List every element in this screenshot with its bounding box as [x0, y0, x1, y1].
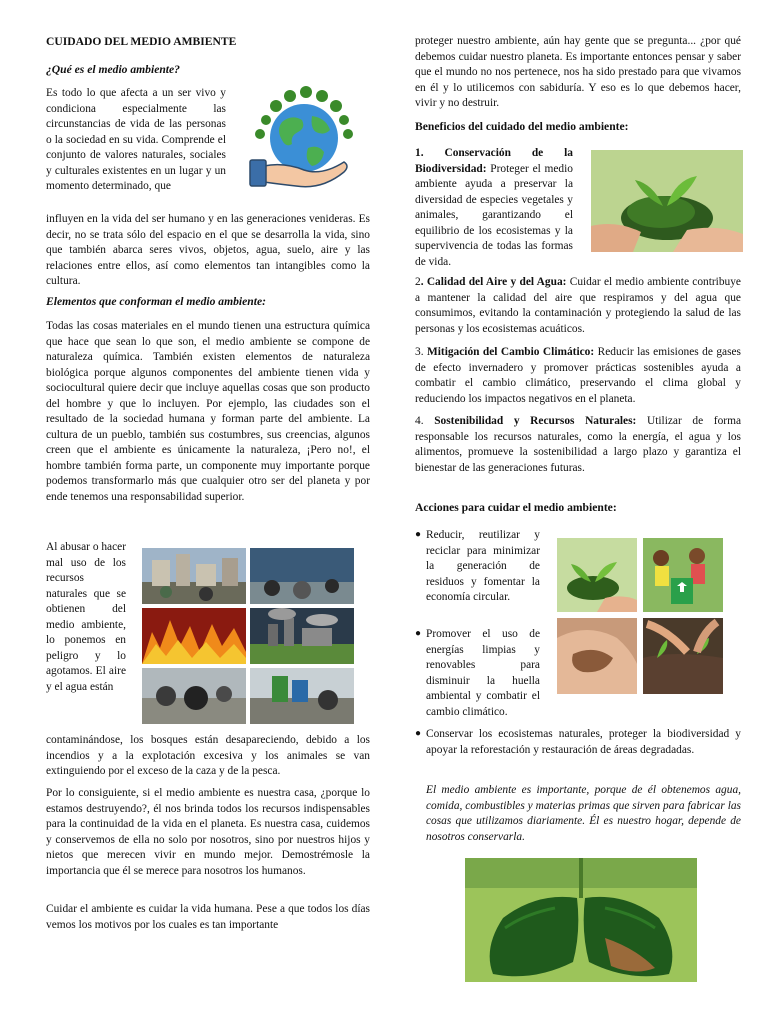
page-title: CUIDADO DEL MEDIO AMBIENTE — [46, 35, 237, 48]
bullet-icon: ● — [415, 728, 422, 739]
elements-paragraph: Todas las cosas materiales en el mundo tienen una estructura química que hace que sean lo que son, el medio ambiente se compone de naturaleza química. También existen elementos de naturaleza biológica porque algunos componentes del ambiente tienen vida y sociocultural quiere decir que incluye aquellas cosas que son producto del hombre y que lo incluyen. Por ejemplo, las ciudades son el resultado de la sociedad humana y forman parte del ambiente. La cultura de un pueblo, también sus costumbres, sus creencias, algunos creen que el ambiente es únicamente la naturaleza, ¡Pero no!, el hombre también forma parte, un componente muy importante porque podemos transformarlo más que cualquier otro ser del planeta y por ende tenemos una responsabilidad superior. — [46, 320, 370, 503]
forest-lungs-aerial-image — [465, 858, 697, 982]
benefit-sustainability-title: Sostenibilidad y Recursos Naturales: — [434, 415, 637, 427]
action-item-recycle: ● Reducir, reutilizar y reciclar para minimizar la generación de residuos y fomentar la economía circular. — [415, 529, 540, 603]
benefit-sustainability-text: Utilizar de forma responsable los recursos naturales, como la energía, el agua y los alimentos, promueve la sostenibilidad a largo plazo y garantiza el bienestar de las generaciones futuras. — [415, 415, 741, 474]
pollution-collage-image — [142, 548, 354, 724]
globe-in-hand-illustration — [246, 86, 358, 190]
bullet-icon: ● — [415, 628, 422, 639]
abuse-paragraph-continued: contaminándose, los bosques están desapareciendo, debido a los incendios y a la explotación excesiva y los animales se van extinguiendo por el exceso de la caza y de la pesca. — [46, 734, 370, 777]
section-heading-what-is: ¿Qué es el medio ambiente? — [46, 63, 180, 76]
benefit-climate: 3. Mitigación del Cambio Climático: Reducir las emisiones de gases de efecto invernadero y promover prácticas sostenibles ayuda a combatir el cambio climático, preservando el clima global y reduciendo los impactos negativos en el planeta. — [415, 346, 741, 405]
benefit-air-water-title: . Calidad del Aire y del Agua: — [420, 276, 567, 288]
benefit-biodiversity-text: Proteger el medio ambiente ayuda a preservar la diversidad de especies vegetales y animales, garantizando el equilibrio de los ecosistemas y la supervivencia de todas las formas de vida. — [415, 162, 573, 268]
benefit-biodiversity-title: 1. Conservación de la Biodiversidad: — [415, 147, 573, 175]
benefit-air-water-text: Cuidar el medio ambiente contribuye a mantener la calidad del aire que respiramos y del agua que consumimos, evitando la contaminación y protegiendo la salud de las personas y los ecosistemas acuáticos. — [415, 276, 741, 335]
benefit-climate-text: Reducir las emisiones de gases de efecto invernadero y promover prácticas sostenibles ayuda a combatir el cambio climático, preservando el clima global y reduciendo los impactos negativos en el planeta. — [415, 346, 741, 405]
benefit-sustainability: 4. Sostenibilidad y Recursos Naturales: Utilizar de forma responsable los recursos naturales, como la energía, el agua y los alimentos, promueve la sostenibilidad a largo plazo y garantiza el bienestar de las generaciones futuras. — [415, 415, 741, 474]
benefit-air-water: 2. Calidad del Aire y del Agua: Cuidar el medio ambiente contribuye a mantener la calidad del aire que respiramos y del agua que consumimos, evitando la contaminación y protegiendo la salud de las personas y los ecosistemas acuáticos. — [415, 276, 741, 335]
actions-photo-grid — [557, 538, 723, 694]
intro-paragraph: Es todo lo que afecta a un ser vivo y condiciona especialmente las circunstancias de vida de las personas o la sociedad en su vida. Comprende el conjunto de valores naturales, sociales y culturales existentes en un lugar y un momento determinado, que — [46, 87, 226, 192]
benefits-heading: Beneficios del cuidado del medio ambiente: — [415, 120, 629, 133]
bullet-icon: ● — [415, 529, 422, 540]
protect-paragraph: proteger nuestro ambiente, aún hay gente que se pregunta... ¿por qué debemos cuidar nuestro planeta. Es importante entonces pensar y saber que el mundo no nos pertenece, nos ha sido prestado para que vivamos en él y lo utilicemos con sabiduría. Y eso es lo que debemos hacer, vivir y no destruir. — [415, 35, 741, 109]
benefit-biodiversity — [415, 146, 573, 270]
benefit-climate-title: Mitigación del Cambio Climático: — [426, 346, 595, 358]
action-item-clean-energy: ● Promover el uso de energías limpias y renovables para disminuir la huella ambiental y combatir el cambio climático. — [415, 628, 540, 718]
section-heading-elements: Elementos que conforman el medio ambiente: — [46, 295, 266, 308]
actions-heading: Acciones para cuidar el medio ambiente: — [415, 501, 617, 514]
abuse-paragraph: Al abusar o hacer mal uso de los recursos naturales que se obtienen del medio ambiente, lo ponemos en peligro y lo agotamos. El aire y el agua están — [46, 541, 127, 693]
hands-holding-plant-image — [591, 150, 743, 252]
intro-paragraph-continued: influyen en la vida del ser humano y en las generaciones venideras. Es decir, no se trata sólo del espacio en el que se desarrolla la vida, sino que también abarca seres vivos, objetos, agua, suelo, aire y las relaciones entre ellos, así como elementos tan intangibles como la cultura. — [46, 213, 370, 287]
home-paragraph: Por lo consiguiente, si el medio ambiente es nuestra casa, ¿porque lo estamos destruyendo?, él nos brinda todos los recursos indispensables para la continuidad de la vida en el planeta. Es nuestra casa, cuidemos y conservemos de ella no solo por nosotros, sino por nuestros hijos y nietos que merecen vivir en mundo mejor. Demostrémosle la importancia que él se merece para nosotros los humanos. — [46, 787, 370, 877]
care-life-paragraph: Cuidar el ambiente es cuidar la vida humana. Pese a que todos los días vemos los motivos por los cuales es tan importante — [46, 903, 370, 931]
action-item-conserve: ● Conservar los ecosistemas naturales, proteger la biodiversidad y apoyar la reforestación y restauración de áreas degradadas. — [415, 728, 741, 756]
closing-statement: El medio ambiente es importante, porque de él obtenemos agua, comida, combustibles y materias primas que sirven para fabricar las cosas que utilizamos diariamente. Él es nuestro hogar, depende de nosotros conservarla. — [426, 784, 741, 843]
